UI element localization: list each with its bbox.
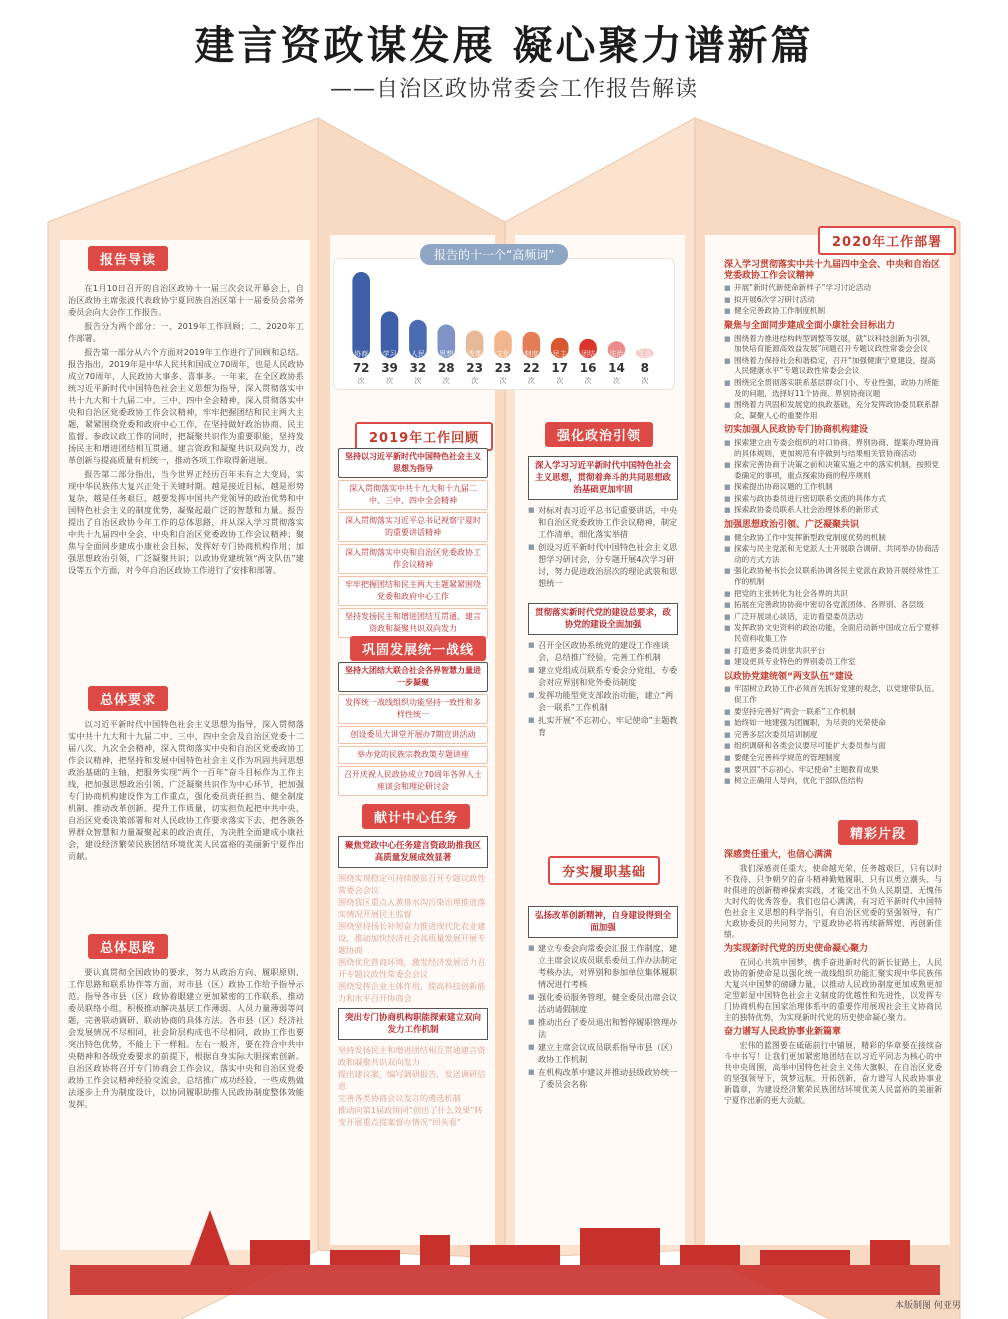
bushu-item: ■ 把党的主张转化为社会各界的共识 [724,589,942,600]
bar-unit: 次 [471,377,479,385]
bushu-heading: 深入学习贯彻落实中共十九届四中全会、中央和自治区党委政协工作会议精神 [724,260,941,281]
section-gonggu-tag: 巩固发展统一战线 [350,636,486,661]
bushu-item: ■ 拓展在完善政协协商中密切各党派团体、各界别、各层级 [724,600,942,611]
bar-value-协商: 72 [352,361,370,375]
bar-value-民主: 17 [551,361,569,375]
hangshi-item: ■ 强化委员服务管理，健全委员出席会议活动请假制度 [528,991,678,1015]
bushu-item: ■ 树立正确用人导向，优化干部队伍结构 [724,776,942,787]
hangshi-item: ■ 建立专委会向常委会汇报工作制度，建立主席会议成员联系委员工作办法制定考核办法，对界别和参加单位集体履职情况进行考核 [528,942,678,990]
xianji-faded: 完善各类协商会议发言的遴选机制 [338,1093,461,1103]
paragraph: 在1月10日召开的自治区政协十一届三次会议开幕会上，自治区政协主席张波代表政协宁夏回族自治区第十一届委员会常务委员会向大会作工作报告。 [68,283,304,317]
bar-unit: 次 [414,377,422,385]
page-title: 建言资政谋发展 凝心聚力谱新篇 [194,23,814,69]
bushu-heading: 切实加强人民政协专门协商机构建设 [724,425,869,436]
bar-label-制度: 制度 [524,350,539,358]
zongti-text [68,718,304,864]
bar-value-生态: 8 [640,361,649,375]
bar-unit: 次 [386,377,394,385]
jingcai-heading: 奋力谱写人民政协事业新篇章 [724,1027,842,1037]
huigu-item: 深入贯彻落实中共十九大和十九届二中、三中、四中全会精神 [338,480,488,510]
hangshi-box: 弘扬改革创新精神，自身建设得到全面加强 [528,906,678,938]
bar-value-学习: 39 [381,361,398,375]
section-qianghua-tag: 强化政治引领 [545,422,653,447]
bar-unit: 次 [527,377,535,385]
bushu-item: ■ 完善多层次委员培训制度 [724,730,942,741]
xianji-box-2: 突出专门协商机构职能探索建立双向发力工作机制 [338,1008,488,1040]
section-silu-tag: 总体思路 [88,934,168,959]
bar-value-改革: 23 [466,361,483,375]
section-bushu-tag: 2020年工作部署 [818,226,956,255]
xianji-faded: 坚持发扬民主和增进团结相互贯通建言资政和凝聚共识双向发力 [338,1045,486,1067]
section-huigu-tag: 2019年工作回顾 [355,422,493,451]
bar-unit: 次 [357,377,365,385]
design-credit: 本版制图 何亚男 [895,1301,961,1311]
gonggu-item: 发挥统一战线组织功能坚持一致性和多样性统一 [338,694,488,724]
bar-unit: 次 [612,377,620,385]
xianji-box: 聚焦党政中心任务建言资政助推我区高质量发展成效显著 [338,836,488,868]
daodu-text [68,282,304,578]
hangshi-item: ■ 建立主席会议成员联系指导市县（区）政协工作机制 [528,1041,678,1065]
huigu-item: 牢牢把握团结和民主两大主题紧紧围绕党委和政府中心工作 [338,576,488,606]
page-subtitle: ——自治区政协常委会工作报告解读 [330,77,699,102]
xianji-faded: 围绕坚持扬长补短奋力推进现代化农业建设，推动加快经济社会高质量发展开展专题协商 [338,921,486,955]
bushu-item: ■ 开展“新时代新使命新样子”学习讨论活动 [724,283,942,294]
paragraph: 报告第一部分从六个方面对2019年工作进行了回顾和总结。报告指出，2019年是中华人民共和国成立70周年，也是人民政协成立70周年，人民政协大事多、喜事多。一年来，在全区政协系统习近平新时代中国特色社会主义思想为指导，深入贯彻落实中共十九大和十九届二中、三中、四中全会精神，深入贯彻落实中央和自治区党委政协工作会议精神，牢牢把握团结和民主两大主题，紧紧围绕党委和政府中心工作，在坚持做好政治协商、民主监督、参政议政工作的同时，把凝聚共识作为重要职能，坚持发扬民主和增进团结相互贯通、建言资政和凝聚共识双向发力，改革创新与提高质量有机统一，推动各项工作取得新进展。 [68,347,304,465]
jingcai-text [724,846,942,1108]
huigu-item: 坚持以习近平新时代中国特色社会主义思想为指导 [338,448,488,478]
jingcai-heading: 深感责任重大，也信心满满 [724,850,833,860]
section-xianji-tag: 献计中心任务 [362,804,470,829]
bar-unit: 次 [641,377,649,385]
bar-label-人民: 人民 [410,350,425,358]
bushu-item: ■ 打造更多委员讲堂共识平台 [724,646,942,657]
bar-unit: 次 [499,377,507,385]
hangshi-item: ■ 在机构改革中建议并推动县级政协统一了委员会名称 [528,1066,678,1090]
bushu-heading: 以政协党建统领“两支队伍”建设 [724,671,853,682]
paragraph: 要认真贯彻全国政协的要求，努力从政治方向、履职原则、工作思路和联系协作等方面，对市县（区）政协工作给予指导示范。指导各市县（区）政协着眼建立更加紧密的工作联系，推动委员联络小组，积极推动解决基层工作薄弱、人员力量薄弱等问题，完善联动调研、联动协商的具体方法。各市县（区）经济社会发展情况不尽相同，社会阶层构成也不尽相同，政协工作也要突出特色优势，不能上下一样粗。左右一般齐，要在符合中共中央精神和各级党委要求的前提下，根据自身实际大胆探索创新。自治区政协将召开专门协商会工作会议，落实中央和自治区党委政协工作会议精神经验交流会，总结推广成功经验，一些成熟做法逐步上升为制度设计，以协同履职助推人民政协制度整体效能发挥。 [68,967,304,1109]
bar-unit: 次 [556,377,564,385]
bushu-item: ■ 围绕着力巩固和发展党的执政基础，充分发挥政协委员联系群众、凝聚人心的重要作用 [724,400,942,421]
xianji-faded: 提出建议案，编写调研报告，发送调研信息 [338,1069,486,1091]
qianghua-item: ■ 发挥功能型党支部政治功能，建立“两会一联系”工作机制 [528,689,678,713]
paragraph: 报告分为两个部分：一、2019年工作回顾；二、2020年工作部署。 [68,321,304,343]
bushu-item: ■ 广泛开展谈心谈话，走访看望委员活动 [724,612,942,623]
bar-label-团结: 团结 [581,350,596,358]
bushu-heading: 聚焦与全面同步建成全面小康社会目标出力 [724,320,896,331]
section-daodu-tag: 报告导读 [88,246,168,271]
bar-label-生态: 生态 [637,350,652,358]
section-hangshi-tag: 夯实履职基础 [548,856,660,885]
bar-label-民主: 民主 [552,350,567,358]
section-jingcai-tag: 精彩片段 [838,820,918,845]
huigu-item: 深入贯彻落实中央和自治区党委政协工作会议精神 [338,544,488,574]
bushu-item: ■ 健全政协工作中发挥新型政党制度优势的机制 [724,533,942,544]
huigu-list [338,446,488,640]
bushu-item: ■ 强化政协秘书长会议联系协调各民主党派在政协开展经常性工作的机制 [724,566,942,587]
bushu-item: ■ 围绕着力推进结构转型调整等发展，就“以科技创新为引领，加快培育能源高效益发展”问题召开专题议政性常委会会议 [724,334,942,355]
paragraph: 在同心共筑中国梦，携手奋进新时代的新长征路上，人民政协的新使命是以强化统一战线组织功能汇聚实现中华民族伟大复兴中国梦的磅礴力量，以推动人民政协制度更加成熟更加定型彰显中国特色社会主义制度的优越性和先进性，以发挥专门协商机构在国家治理体系中的重要作用展现社会主义协商民主的独特优势，为实现新时代党的历史使命凝心聚力。 [724,958,942,1022]
bushu-item: ■ 健全完善政协工作制度机制 [724,306,942,317]
bushu-item: ■ 要坚持完善好“两会一联系”工作机制 [724,707,942,718]
huigu-item: 深入贯彻落实习近平总书记视察宁夏时的重要讲话精神 [338,512,488,542]
bar-value-制度: 22 [523,361,540,375]
huigu-item: 坚持发扬民主和增进团结互贯通、建言资政和凝聚共识双向发力 [338,608,488,638]
bushu-item: ■ 要健全完善科学规范的管理制度 [724,753,942,764]
qianghua-list [528,452,678,739]
bar-unit: 次 [442,377,450,385]
qianghua-item: ■ 扎实开展“不忘初心、牢记使命”主题教育 [528,714,678,738]
bushu-item: ■ 围绕完全贯彻落实联系基层群众门小、专业性强，政协力所能及的问题，选择好11个协商、界别协商议题 [724,378,942,399]
bushu-item: ■ 探索提出协商议题的工作机制 [724,482,942,493]
bar-value-文化: 23 [494,361,512,375]
bar-value-人民: 32 [409,361,427,375]
xianji-faded: 围绕发挥企业主体作用，提高科技创新能力和水平召开协商会 [338,981,486,1003]
jingcai-heading: 为实现新时代党的历史使命凝心聚力 [724,944,869,954]
bar-value-法治: 14 [608,361,625,375]
gonggu-item: 召开庆祝人民政协成立70周年各界人士座谈会和理论研讨会 [338,766,488,796]
section-zongti-tag: 总体要求 [88,686,168,711]
bushu-item: ■ 组织调研和各类会议要尽可能扩大委员参与面 [724,741,942,752]
bushu-item: ■ 牢固树立政协工作必须首先抓好党建的观念，以党建带队伍、促工作 [724,684,942,705]
bar-value-团结: 16 [579,361,597,375]
bar-label-思想: 思想 [439,350,454,358]
bar-协商 [352,272,370,358]
xianji-faded: 围绕实现稳定可持续脱贫召开专题议政性常委会会议 [338,873,486,895]
bushu-item: ■ 探索建立由专委会组织的对口协商、界别协商、提案办理协商的具体规则，更加规范有序做到与结果相关管协商活动 [724,438,942,459]
xianji-faded: 围绕优化营商环境，激发经济发展活力召开专题议政性常委会会议 [338,957,486,979]
gonggu-list [338,660,488,798]
qianghua-box-2: 贯彻落实新时代党的建设总要求，政协党的建设全面加强 [528,603,678,635]
xianji-faded: 围绕我区重点入黄排水沟污染治理推进落实情况开展民主监督 [338,897,486,919]
bushu-item: ■ 始终如一地建强为团履职，为尽责的光荣使命 [724,718,942,729]
bar-label-学习: 学习 [382,350,397,358]
paragraph: 报告第二部分指出，当今世界正经历百年未有之大变局，实现中华民族伟大复兴正处于关键时期。越是接近目标，越是形势复杂，越是任务艰巨，越要发挥中国共产党领导的政治优势和中国特色社会主义的制度优势，凝聚起最广泛的智慧和力量。报告提出了自治区政协今年工作的总体思路，并从深入学习贯彻落实中共十九届四中全会、中央和自治区党委政协工作会议精神；聚焦与全面同步建成小康社会目标，发挥好专门协商机构作用；加强思想政治引领，广泛凝聚共识；以政协党建统领“两支队伍”建设等五个方面，对今年自治区政协工作进行了安排和部署。 [68,469,304,575]
hangshi-list [528,902,678,1091]
bushu-heading: 加强思想政治引领、广泛凝聚共识 [724,520,860,531]
xianji-faded: 推动向第1届政协同“创出了什么效果”转变开展重点提案督办情况“回头看” [338,1105,483,1127]
qianghua-item: ■ 对标对表习近平总书记重要讲话，中央和自治区党委政协工作会议精神，制定工作清单，细化落实举措 [528,504,678,540]
bushu-item: ■ 围绕着力保持社会和谐稳定，召开“加强健康宁夏建设，提高人民健康水平”专题议政性常委会会议 [724,356,942,377]
bushu-item: ■ 探索与政协委员进行密切联系交流的具体方式 [724,494,942,505]
high-frequency-chart [333,258,673,388]
qianghua-item: ■ 创设习近平新时代中国特色社会主义思想学习研讨会，分专题开展4次学习研讨，努力促进政治层次的理论武装和思想统一 [528,541,678,589]
qianghua-box: 深入学习习近平新时代中国特色社会主义思想，贯彻着奔斗的共同思想政治基础更加牢固 [528,456,678,500]
bar-label-协商: 协商 [354,350,369,358]
bushu-list [724,256,942,788]
bar-label-文化: 文化 [496,350,510,358]
gonggu-item: 创设委员大讲堂开展办7期宣讲活动 [338,726,488,744]
paragraph: 以习近平新时代中国特色社会主义思想为指导，深入贯彻落实中共十九大和十九届二中、三中、四中全会及自治区党委十二届八次、九次全会精神，深入贯彻落实中央和自治区党委政协工作会议精神，把坚持和发展中国特色社会主义作为巩固共同思想政治基础的主轴，把服务实现“两个一百年”奋斗目标作为工作主线，把加强思想政治引领、广泛凝聚共识作为中心环节，把加强专门协商机构建设作为工作重点，强化委员责任担当、健全制度机制、推动改革创新、提升工作质量，切实担负起把中共中央、自治区党委决策部署和对人民政协工作要求落实下去、把各族各界群众智慧和力量凝聚起来的政治责任，为决胜全面建成小康社会，建设经济繁荣民族团结环境优美人民富裕的美丽新宁夏作出贡献。 [68,719,304,861]
gonggu-item: 坚持大团结大联合社会各界智慧力量进一步凝聚 [338,662,488,692]
hangshi-item: ■ 推动出台了委员退出和暂停履职管理办法 [528,1016,678,1040]
gonggu-item: 举办党的民族宗教政策专题讲座 [338,746,488,764]
bar-unit: 次 [584,377,592,385]
bushu-item: ■ 建设更具专业特色的界别委员工作室 [724,657,942,668]
bushu-item: ■ 要巩固“不忘初心、牢记使命”主题教育成果 [724,765,942,776]
paragraph: 宏伟的蓝图要在砥砺前行中铺展，精彩的华章要在接续奋斗中书写！让我们更加紧密地团结在以习近平同志为核心的中共中央周围，高举中国特色社会主义伟大旗帜，在自治区党委的坚强领导下，筑梦远航，开拓创新，奋力谱写人民政协事业新篇章，为建设经济繁荣民族团结环境优美人民富裕的美丽新宁夏作出新的更大贡献。 [724,1041,942,1105]
bar-value-思想: 28 [437,361,455,375]
bushu-item: ■ 拟开展6次学习研讨活动 [724,295,942,306]
chart-title: 报告的十一个“高频词” [420,244,568,265]
qianghua-item: ■ 召开全区政协系统党的建设工作座谈会，总结推广经验，完善工作机制 [528,639,678,663]
bushu-item: ■ 探索完善协商于决策之前和决策实施之中的落实机制，按照党委确定的事项，重点探索协商的程序规则 [724,460,942,481]
paragraph: 我们深感责任重大，使命越光荣，任务越艰巨，只有以时不我待、只争朝夕的奋斗精神勤勉履职，只有以勇立潮头、与时俱进的创新精神探索实践，才能交出不负人民期望、无愧伟大时代的优秀答卷。我们也信心满满，有习近平新时代中国特色社会主义思想的科学指引，有自治区党委的坚强领导，有广大政协委员的共同努力，宁夏政协必将再续新辉煌、再创新佳绩。 [724,864,942,939]
qianghua-item: ■ 建立党组成员联系专委会分党组、专委会对应界别和党外委员制度 [528,664,678,688]
silu-text [68,966,304,1112]
bushu-item: ■ 探索政协委员联系人社会治理体系的新形式 [724,505,942,516]
bushu-item: ■ 探索与民主党派和无党派人士开展联合调研、共同举办协商活动的方式方法 [724,544,942,565]
xianji-list [338,832,488,1128]
bar-label-改革: 改革 [467,350,482,358]
bar-label-法治: 法治 [609,350,624,358]
bushu-item: ■ 发挥政协文史资料的政治功能，全面启动新中国成立后宁夏移民资料收集工作 [724,623,942,644]
